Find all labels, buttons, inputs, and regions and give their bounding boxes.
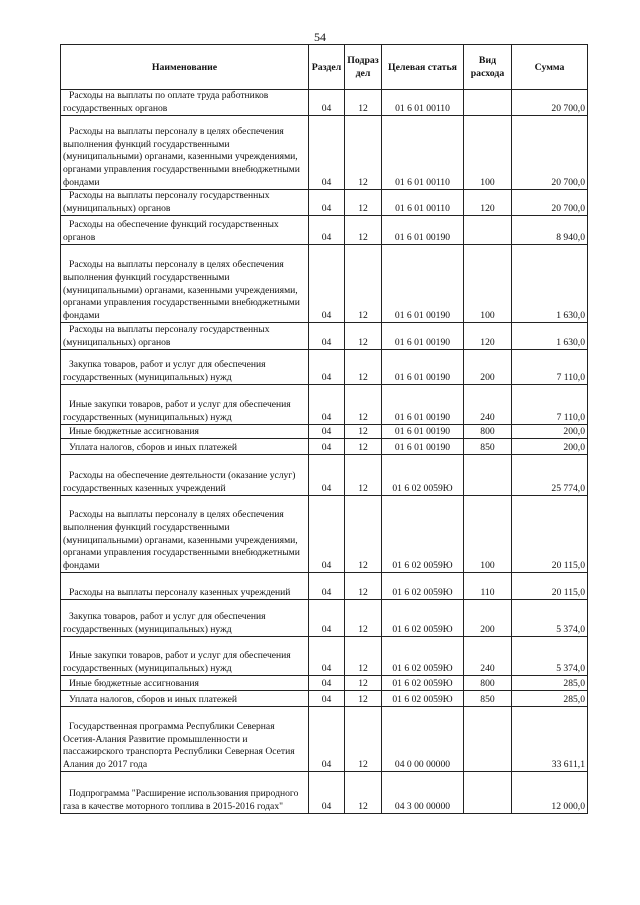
row-section-cell: 04 <box>309 190 345 216</box>
row-type-cell: 120 <box>464 190 512 216</box>
row-target-cell: 01 6 02 0059Ю <box>382 691 464 707</box>
row-subsection-cell: 12 <box>345 707 382 772</box>
row-amount-cell: 20 700,0 <box>512 190 588 216</box>
row-name-cell <box>61 90 309 116</box>
row-type-cell: 240 <box>464 385 512 425</box>
row-subsection-cell: 12 <box>345 772 382 814</box>
row-amount-cell: 200,0 <box>512 439 588 455</box>
row-name-text: Расходы на выплаты персоналу в целях обеспечения выполнения функций государственными (муниципальными) органами, казенными учреждениями, органами управления государственными внебюджетными фондами <box>63 259 300 321</box>
row-subsection-cell: 12 <box>345 455 382 496</box>
table-row <box>61 772 588 814</box>
row-type-cell: 800 <box>464 425 512 439</box>
row-section-cell: 04 <box>309 245 345 323</box>
row-type-cell <box>464 90 512 116</box>
row-type-cell <box>464 455 512 496</box>
row-section-cell: 04 <box>309 350 345 385</box>
row-name-cell <box>61 573 309 600</box>
header-target: Целевая статья <box>382 45 464 90</box>
row-amount-cell: 200,0 <box>512 425 588 439</box>
row-name-cell <box>61 772 309 814</box>
row-target-cell: 01 6 01 00190 <box>382 216 464 245</box>
row-target-cell: 04 0 00 00000 <box>382 707 464 772</box>
table-row <box>61 190 588 216</box>
row-name-cell <box>61 691 309 707</box>
row-name-cell <box>61 439 309 455</box>
row-name-cell <box>61 350 309 385</box>
row-name-text: Расходы на выплаты персоналу казенных учреждений <box>69 586 291 598</box>
row-amount-cell: 12 000,0 <box>512 772 588 814</box>
budget-table <box>60 44 588 814</box>
row-target-cell: 01 6 02 0059Ю <box>382 573 464 600</box>
row-section-cell: 04 <box>309 425 345 439</box>
row-target-cell: 01 6 01 00190 <box>382 439 464 455</box>
row-name-text: Расходы на выплаты персоналу государственных (муниципальных) органов <box>63 324 270 348</box>
row-section-cell: 04 <box>309 691 345 707</box>
row-type-cell: 850 <box>464 439 512 455</box>
row-name-cell <box>61 385 309 425</box>
row-name-cell <box>61 216 309 245</box>
row-target-cell: 01 6 01 00110 <box>382 116 464 190</box>
row-name-cell <box>61 190 309 216</box>
row-name-text: Иные закупки товаров, работ и услуг для обеспечения государственных (муниципальных) нужд <box>63 399 291 423</box>
row-name-cell <box>61 425 309 439</box>
table-row <box>61 425 588 439</box>
row-subsection-cell: 12 <box>345 573 382 600</box>
row-type-cell: 110 <box>464 573 512 600</box>
header-section: Раздел <box>309 45 345 90</box>
row-type-cell: 100 <box>464 496 512 573</box>
row-type-cell <box>464 216 512 245</box>
row-name-cell <box>61 676 309 691</box>
row-target-cell: 01 6 01 00110 <box>382 90 464 116</box>
table-row <box>61 245 588 323</box>
row-name-cell <box>61 323 309 350</box>
table-row <box>61 676 588 691</box>
table-row <box>61 637 588 676</box>
row-section-cell: 04 <box>309 439 345 455</box>
row-target-cell: 01 6 01 00190 <box>382 323 464 350</box>
row-name-cell <box>61 116 309 190</box>
row-name-text: Расходы на выплаты по оплате труда работников государственных органов <box>63 90 269 114</box>
row-amount-cell: 33 611,1 <box>512 707 588 772</box>
row-subsection-cell: 12 <box>345 439 382 455</box>
table-row <box>61 573 588 600</box>
row-name-cell <box>61 496 309 573</box>
row-amount-cell: 7 110,0 <box>512 385 588 425</box>
table-row <box>61 455 588 496</box>
row-subsection-cell: 12 <box>345 216 382 245</box>
row-amount-cell: 285,0 <box>512 691 588 707</box>
row-subsection-cell: 12 <box>345 350 382 385</box>
table-row <box>61 439 588 455</box>
row-name-text: Закупка товаров, работ и услуг для обеспечения государственных (муниципальных) нужд <box>63 359 266 383</box>
row-name-cell <box>61 455 309 496</box>
header-subsection: Подраз дел <box>345 45 382 90</box>
row-section-cell: 04 <box>309 323 345 350</box>
table-row <box>61 600 588 637</box>
row-name-text: Иные закупки товаров, работ и услуг для обеспечения государственных (муниципальных) нужд <box>63 650 291 674</box>
row-target-cell: 01 6 02 0059Ю <box>382 676 464 691</box>
row-section-cell: 04 <box>309 455 345 496</box>
row-subsection-cell: 12 <box>345 691 382 707</box>
row-subsection-cell: 12 <box>345 637 382 676</box>
row-subsection-cell: 12 <box>345 496 382 573</box>
row-subsection-cell: 12 <box>345 385 382 425</box>
table-row <box>61 350 588 385</box>
table-row <box>61 496 588 573</box>
row-section-cell: 04 <box>309 676 345 691</box>
row-type-cell: 800 <box>464 676 512 691</box>
row-amount-cell: 5 374,0 <box>512 600 588 637</box>
table-header-row <box>61 45 588 90</box>
row-target-cell: 01 6 01 00190 <box>382 425 464 439</box>
row-target-cell: 04 3 00 00000 <box>382 772 464 814</box>
row-target-cell: 01 6 02 0059Ю <box>382 637 464 676</box>
row-target-cell: 01 6 01 00190 <box>382 385 464 425</box>
row-name-text: Государственная программа Республики Северная Осетия-Алания Развитие промышленности и пассажирского транспорта Республики Северная Осетия Алания до 2017 года <box>63 721 295 770</box>
row-amount-cell: 20 115,0 <box>512 496 588 573</box>
row-section-cell: 04 <box>309 216 345 245</box>
row-amount-cell: 5 374,0 <box>512 637 588 676</box>
row-subsection-cell: 12 <box>345 676 382 691</box>
header-type: Вид расхода <box>464 45 512 90</box>
row-amount-cell: 1 630,0 <box>512 245 588 323</box>
row-amount-cell: 25 774,0 <box>512 455 588 496</box>
row-type-cell: 850 <box>464 691 512 707</box>
row-amount-cell: 1 630,0 <box>512 323 588 350</box>
row-section-cell: 04 <box>309 772 345 814</box>
row-target-cell: 01 6 01 00110 <box>382 190 464 216</box>
row-section-cell: 04 <box>309 573 345 600</box>
row-target-cell: 01 6 02 0059Ю <box>382 455 464 496</box>
table-row <box>61 385 588 425</box>
table-row <box>61 90 588 116</box>
row-target-cell: 01 6 02 0059Ю <box>382 496 464 573</box>
row-section-cell: 04 <box>309 90 345 116</box>
table-row <box>61 323 588 350</box>
row-amount-cell: 20 115,0 <box>512 573 588 600</box>
row-name-text: Расходы на выплаты персоналу в целях обеспечения выполнения функций государственными (муниципальными) органами, казенными учреждениями, органами управления государственными внебюджетными фондами <box>63 126 300 188</box>
row-name-text: Иные бюджетные ассигнования <box>69 677 199 689</box>
row-type-cell <box>464 707 512 772</box>
row-name-cell <box>61 707 309 772</box>
table-row <box>61 707 588 772</box>
row-name-cell <box>61 245 309 323</box>
row-type-cell: 120 <box>464 323 512 350</box>
row-name-text: Уплата налогов, сборов и иных платежей <box>69 693 238 705</box>
row-name-text: Расходы на выплаты персоналу в целях обеспечения выполнения функций государственными (муниципальными) органами, казенными учреждениями, органами управления государственными внебюджетными фондами <box>63 509 300 571</box>
row-subsection-cell: 12 <box>345 116 382 190</box>
row-amount-cell: 20 700,0 <box>512 116 588 190</box>
row-section-cell: 04 <box>309 496 345 573</box>
row-type-cell <box>464 772 512 814</box>
row-type-cell: 200 <box>464 350 512 385</box>
row-amount-cell: 7 110,0 <box>512 350 588 385</box>
row-amount-cell: 20 700,0 <box>512 90 588 116</box>
row-section-cell: 04 <box>309 600 345 637</box>
header-name: Наименование <box>61 45 309 90</box>
row-amount-cell: 8 940,0 <box>512 216 588 245</box>
row-type-cell: 240 <box>464 637 512 676</box>
row-subsection-cell: 12 <box>345 245 382 323</box>
row-subsection-cell: 12 <box>345 90 382 116</box>
table-row <box>61 216 588 245</box>
row-section-cell: 04 <box>309 637 345 676</box>
row-section-cell: 04 <box>309 116 345 190</box>
row-name-text: Уплата налогов, сборов и иных платежей <box>69 441 238 453</box>
row-name-text: Закупка товаров, работ и услуг для обеспечения государственных (муниципальных) нужд <box>63 611 266 635</box>
row-name-text: Расходы на обеспечение деятельности (оказание услуг) государственных казенных учреждений <box>63 470 296 494</box>
row-type-cell: 100 <box>464 245 512 323</box>
row-subsection-cell: 12 <box>345 323 382 350</box>
row-target-cell: 01 6 01 00190 <box>382 350 464 385</box>
row-target-cell: 01 6 01 00190 <box>382 245 464 323</box>
row-subsection-cell: 12 <box>345 600 382 637</box>
row-amount-cell: 285,0 <box>512 676 588 691</box>
row-subsection-cell: 12 <box>345 190 382 216</box>
row-name-text: Расходы на обеспечение функций государственных органов <box>63 219 279 243</box>
row-name-text: Подпрограмма "Расширение использования природного газа в качестве моторного топлива в 2015-2016 годах" <box>63 788 299 812</box>
header-amount: Сумма <box>512 45 588 90</box>
row-target-cell: 01 6 02 0059Ю <box>382 600 464 637</box>
table-row <box>61 691 588 707</box>
row-name-text: Расходы на выплаты персоналу государственных (муниципальных) органов <box>63 190 270 214</box>
row-subsection-cell: 12 <box>345 425 382 439</box>
row-section-cell: 04 <box>309 385 345 425</box>
page-number: 54 <box>314 30 326 44</box>
row-name-cell <box>61 600 309 637</box>
row-name-cell <box>61 637 309 676</box>
table-row <box>61 116 588 190</box>
row-section-cell: 04 <box>309 707 345 772</box>
row-type-cell: 100 <box>464 116 512 190</box>
table-body <box>61 90 588 814</box>
row-type-cell: 200 <box>464 600 512 637</box>
row-name-text: Иные бюджетные ассигнования <box>69 425 199 437</box>
